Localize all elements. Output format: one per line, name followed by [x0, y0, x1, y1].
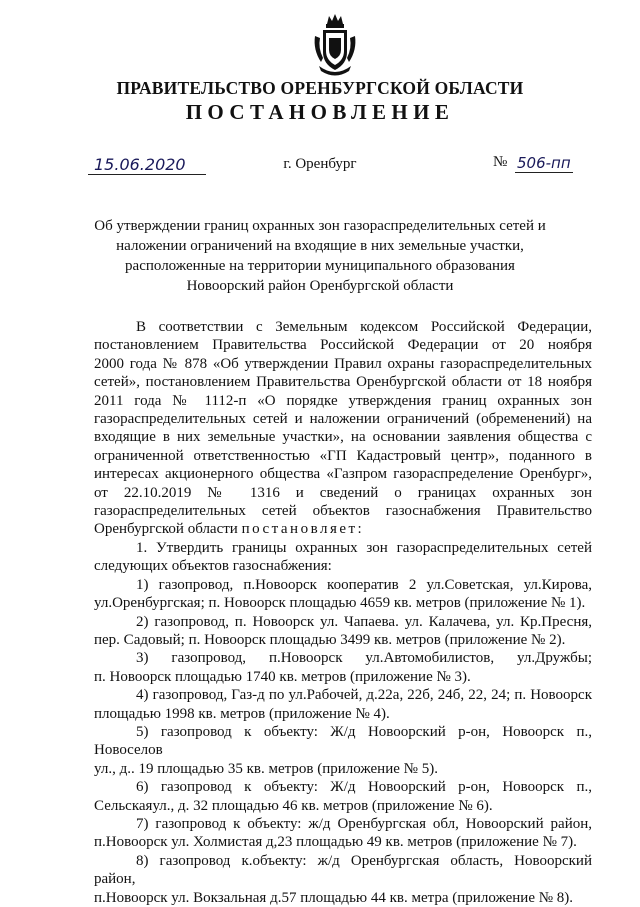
coat-of-arms-icon	[311, 14, 359, 76]
list-item-line: 7) газопровод к объекту: ж/д Оренбургская обл, Новоорский район,	[136, 815, 592, 832]
list-item-line: 5) газопровод к объекту: Ж/д Новоорский р-он, Новоорск п., Новоселов	[94, 723, 592, 759]
intro-line: газораспределительных сетей и наложении ограничений (обременений) на	[94, 411, 592, 428]
subject-line: наложении ограничений на входящие в них земельные участки,	[116, 238, 524, 254]
list-item-line: 8) газопровод к.объекту: ж/д Оренбургская область, Новоорский район,	[94, 852, 592, 888]
list-item-line: п. Новоорск площадью 1740 кв. метров (приложение № 3).	[94, 668, 471, 685]
subject-line: Об утверждении границ охранных зон газораспределительных сетей и	[94, 218, 546, 234]
intro-line: сетей», постановлением Правительства Оренбургской области от 18 ноября	[94, 374, 592, 391]
intro-line: ограниченной ответственностью «ГП Кадастровый центр», поданного в	[94, 447, 592, 464]
document-body	[94, 318, 592, 907]
point-1-line: следующих объектов газоснабжения:	[94, 558, 332, 575]
list-item-line: Сельскаяул., д. 32 площадью 46 кв. метров (приложение № 6).	[94, 797, 493, 814]
list-item-line: 6) газопровод к объекту: Ж/д Новоорский р-он, Новоорск п.,	[136, 779, 592, 796]
intro-line: В соответствии с Земельным кодексом Российской Федерации,	[136, 319, 592, 335]
document-type: ПОСТАНОВЛЕНИЕ	[185, 100, 455, 124]
point-1-line: 1. Утвердить границы охранных зон газораспределительных сетей	[136, 539, 592, 556]
list-item-line: 2) газопровод, п. Новоорск ул. Чапаева. ул. Калачева, ул. Кр.Пресня,	[136, 613, 592, 630]
subject-line: расположенные на территории муниципального образования	[125, 258, 515, 274]
list-item-line: п.Новоорск ул. Вокзальная д.57 площадью 44 кв. метра (приложение № 8).	[94, 889, 574, 906]
intro-line: 2011 года № 1112-п «О порядке утверждения границ охранных зон	[94, 392, 592, 409]
document-date: 15.06.2020	[88, 156, 206, 175]
intro-final-line	[94, 520, 592, 538]
list-item-line: пер. Садовый; п. Новоорск площадью 3499 кв. метров (приложение № 2).	[94, 631, 566, 648]
resolves-word: постановляет:	[241, 521, 365, 538]
intro-line: постановлением Правительства Российской Федерации от 20 ноября	[94, 337, 592, 354]
document-city: г. Оренбург	[283, 156, 357, 172]
list-item-line: п.Новоорск ул. Холмистая д,23 площадью 49 кв. метров (приложение № 7).	[94, 834, 577, 851]
list-item-line: площадью 1998 кв. метров (приложение № 4).	[94, 705, 390, 722]
intro-line: газораспределительных сетей объектов газоснабжения Правительство	[94, 503, 592, 520]
list-item-line: ул., д.. 19 площадью 35 кв. метров (приложение № 5).	[94, 760, 438, 777]
intro-line: от 22.10.2019 № 1316 и сведений о границах охранных зон	[94, 484, 592, 501]
document-subject	[0, 216, 640, 296]
list-item-line: 1) газопровод, п.Новоорск кооператив 2 ул.Советская, ул.Кирова,	[136, 576, 592, 593]
intro-line: интересах акционерного общества «Газпром газораспределение Оренбург»,	[94, 466, 592, 483]
list-item-line: 4) газопровод, Газ-д по ул.Рабочей, д.22а, 22б, 24б, 22, 24; п. Новоорск	[136, 687, 592, 704]
document-number: 506-пп	[515, 154, 573, 173]
intro-line: входящие в них земельные участки», на основании заявления общества с	[94, 429, 592, 446]
intro-line: 2000 года № 878 «Об утверждении Правил охраны газораспределительных	[94, 355, 592, 372]
list-item-line: ул.Оренбургская; п. Новоорск площадью 4659 кв. метров (приложение № 1).	[94, 595, 586, 612]
list-item-line: 3) газопровод, п.Новоорск ул.Автомобилистов, ул.Дружбы;	[136, 650, 592, 667]
document-number-label: №	[493, 154, 508, 170]
subject-line: Новоорский район Оренбургской области	[186, 278, 454, 294]
government-title: ПРАВИТЕЛЬСТВО ОРЕНБУРГСКОЙ ОБЛАСТИ	[116, 78, 524, 98]
intro-end-text: Оренбургской области	[94, 521, 242, 538]
